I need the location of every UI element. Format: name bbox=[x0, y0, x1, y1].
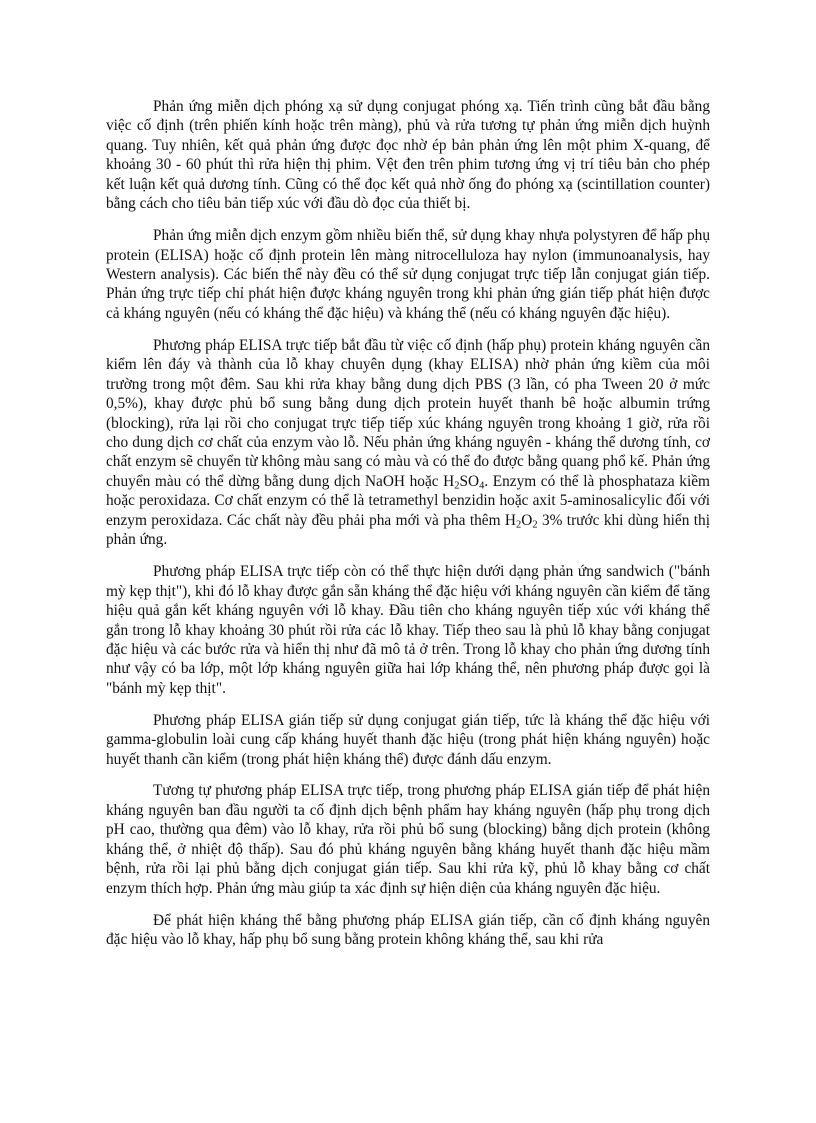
subscript: 2 bbox=[516, 519, 522, 531]
text-run: SO bbox=[459, 472, 480, 490]
paragraph-indirect-elisa-antibody: Để phát hiện kháng thể bằng phương pháp ELISA gián tiếp, cần cố định kháng nguyên đặc hiệu vào lỗ khay, hấp phụ bổ sung bằng protein không kháng thể, sau khi rửa bbox=[106, 911, 710, 949]
paragraph-radioimmunoassay: Phản ứng miễn dịch phóng xạ sử dụng conjugat phóng xạ. Tiến trình cũng bắt đầu bằng việc cố định (trên phiến kính hoặc trên màng), phủ và rửa tương tự phản ứng miễn dịch huỳnh quang. Tuy nhiên, kết quả phản ứng được đọc nhờ ép bản phản ứng lên một phim X-quang, để khoảng 30 - 60 phút thì rửa hiện thị phim. Vệt đen trên phim tương ứng vị trí tiêu bản cho phép kết luận kết quả dương tính. Cũng có thể đọc kết quả nhờ ống đo phóng xạ (scintillation counter) bằng cách cho tiêu bản tiếp xúc với đầu dò đọc của thiết bị. bbox=[106, 98, 710, 213]
text-run: . Enzym có thể là phosphataza kiềm hoặc peroxidaza. Cơ chất enzym có thể là tetramethyl benzidin hoặc axit 5-aminosalicylic đối với enzym peroxidaza. Các chất này đều phải pha mới và pha thêm H bbox=[106, 472, 710, 529]
paragraph-sandwich-elisa: Phương pháp ELISA trực tiếp còn có thể thực hiện dưới dạng phản ứng sandwich ("bánh mỳ kẹp thịt"), khi đó lỗ khay được gắn sẵn kháng thể đặc hiệu với kháng nguyên cần kiểm để tăng hiệu quả gắn kết kháng nguyên với lỗ khay. Đầu tiên cho kháng nguyên tiếp xúc với kháng thể gắn trong lỗ khay khoảng 30 phút rồi rửa các lỗ khay. Tiếp theo sau là phủ lỗ khay bằng conjugat đặc hiệu và các bước rửa và hiển thị như đã mô tả ở trên. Trong lỗ khay cho phản ứng dương tính như vậy có ba lớp, một lớp kháng nguyên giữa hai lớp kháng thể, nên phương pháp được gọi là "bánh mỳ kẹp thịt". bbox=[106, 563, 710, 697]
paragraph-indirect-elisa-antigen: Tương tự phương pháp ELISA trực tiếp, trong phương pháp ELISA gián tiếp để phát hiện kháng nguyên ban đầu người ta cố định dịch bệnh phẩm hay kháng nguyên (hấp phụ trong dịch pH cao, thường qua đêm) vào lỗ khay, rửa rồi phủ bổ sung (blocking) bằng dịch protein (không kháng thể, ở nhiệt độ thấp). Sau đó phủ kháng nguyên bằng kháng huyết thanh đặc hiệu mầm bệnh, rửa rồi lại phủ bằng dịch conjugat gián tiếp. Sau khi rửa kỹ, phủ lỗ khay bằng cơ chất enzym thích hợp. Phản ứng màu giúp ta xác định sự hiện diện của kháng nguyên đặc hiệu. bbox=[106, 782, 710, 897]
subscript: 4 bbox=[479, 480, 485, 492]
paragraph-enzyme-immunoassay: Phản ứng miễn dịch enzym gồm nhiều biến thể, sử dụng khay nhựa polystyren để hấp phụ protein (ELISA) hoặc cố định protein lên màng nitrocelluloza hay nylon (immunoanalysis, hay Western analysis). Các biến thể này đều có thể sử dụng conjugat trực tiếp lẫn conjugat gián tiếp. Phản ứng trực tiếp chỉ phát hiện được kháng nguyên trong khi phản ứng gián tiếp phát hiện được cả kháng nguyên (nếu có kháng thể đặc hiệu) và kháng thể (nếu có kháng nguyên đặc hiệu). bbox=[106, 227, 710, 322]
subscript: 2 bbox=[532, 519, 538, 531]
text-run: Phương pháp ELISA trực tiếp bắt đầu từ việc cố định (hấp phụ) protein kháng nguyên cần kiểm lên đáy và thành của lỗ khay chuyên dụng (khay ELISA) nhờ phản ứng kiềm của môi trường trong một đêm. Sau khi rửa khay bằng dung dịch PBS (3 lần, có pha Tween 20 ở mức 0,5%), khay được phủ bổ sung bằng dung dịch protein huyết thanh bê hoặc albumin trứng (blocking), rửa lại rồi cho conjugat trực tiếp tiếp xúc kháng nguyên trong khoảng 1 giờ, rửa rồi cho dung dịch cơ chất của enzym vào lỗ. Nếu phản ứng kháng nguyên - kháng thể dương tính, cơ chất enzym sẽ chuyển từ không màu sang có màu và có thể đo được bằng quang phổ kế. Phản ứng chuyển màu có thể dừng bằng dung dịch NaOH hoặc H bbox=[106, 336, 710, 490]
paragraph-indirect-elisa: Phương pháp ELISA gián tiếp sử dụng conjugat gián tiếp, tức là kháng thể đặc hiệu với gamma-globulin loài cung cấp kháng huyết thanh đặc hiệu (trong phát hiện kháng nguyên) hoặc huyết thanh cần kiểm (trong phát hiện kháng thể) được đánh dấu enzym. bbox=[106, 711, 710, 768]
text-run: 3% trước khi dùng hiển thị phản ứng. bbox=[106, 511, 710, 549]
subscript: 2 bbox=[454, 480, 460, 492]
paragraph-direct-elisa bbox=[106, 336, 710, 550]
text-run: O bbox=[521, 511, 533, 529]
document-page bbox=[106, 97, 710, 949]
